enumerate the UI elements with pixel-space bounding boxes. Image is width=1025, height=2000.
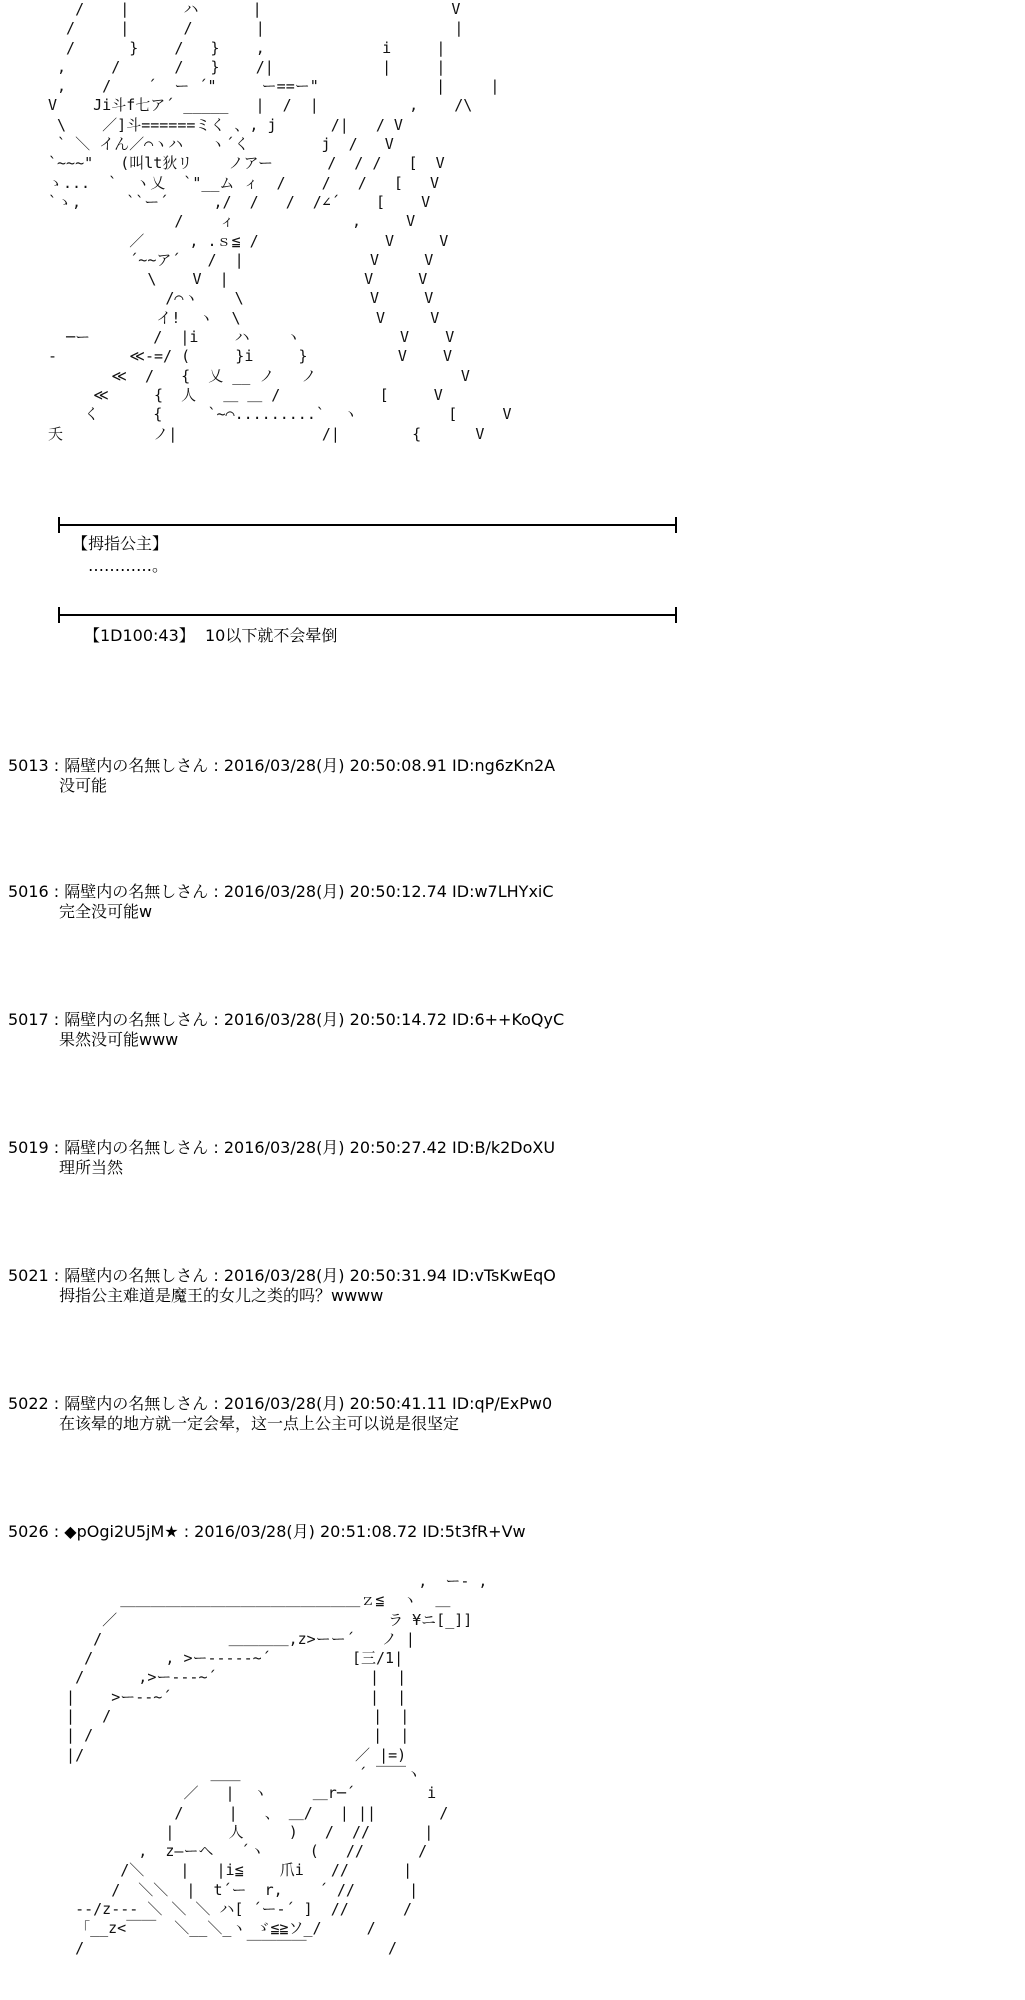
ascii-art-top: / | ハ | V / | / | | / } / } , i | , / / } /| | | , / ´ ー ´" ー==ー" | | V Ji斗f七ア´ _____ | / | , /\ \ ／]斗======ミく 、, j /| / V ` ＼ イん／⌒ヽハ ヽ´く j / V `~~~" (叫lt狄リ ノアー / / / [ V ゝ... ` ヽ乂 `"__ム ィ / / / [ V `ゝ, ``ー´ ,/ / / /∠´ [ V / ィ , V ／ , .ｓ≦ / V V ´~~ア´ / | V V \ V | V V /⌒ヽ \ V V イ! ヽ \ V V ─ー / |i ハ ヽ V V - ≪-=/ ( }i } V V ≪ / { 乂 __ ノ ノ V ≪ { 人 ＿ ＿ / [ V く { `~⌒.........` ヽ [ V 夭 ノ| /| { V — [48, 0, 512, 443]
post — [8, 1394, 1008, 1434]
post — [8, 1138, 1008, 1178]
post-header: 5021 : 隔壁内の名無しさん : 2016/03/28(月) 20:50:31.94 ID:vTsKwEqO — [8, 1266, 556, 1285]
dice-roll-result: 【1D100:43】 10以下就不会晕倒 — [84, 626, 338, 645]
post-body: 没可能 — [59, 776, 108, 795]
post-header: 5026 : ◆pOgi2U5jM★ : 2016/03/28(月) 20:51:08.72 ID:5t3fR+Vw — [8, 1522, 526, 1541]
post-body: 在该晕的地方就一定会晕，这一点上公主可以说是很坚定 — [59, 1414, 460, 1433]
post — [8, 756, 1008, 796]
post — [8, 882, 1008, 922]
post-body: 理所当然 — [59, 1158, 124, 1177]
post-header: 5017 : 隔壁内の名無しさん : 2016/03/28(月) 20:50:14.72 ID:6++KoQyC — [8, 1010, 565, 1029]
divider-rule — [60, 614, 675, 616]
post — [8, 1010, 1008, 1050]
post-header: 5016 : 隔壁内の名無しさん : 2016/03/28(月) 20:50:12.74 ID:w7LHYxiC — [8, 882, 554, 901]
post-body: 果然没可能www — [59, 1030, 179, 1049]
post — [8, 1266, 1008, 1306]
speech-line: …………。 — [88, 556, 169, 575]
post-body: 完全没可能w — [59, 902, 153, 921]
post-header: 5022 : 隔壁内の名無しさん : 2016/03/28(月) 20:50:41.11 ID:qP/ExPw0 — [8, 1394, 553, 1413]
post-header: 5013 : 隔壁内の名無しさん : 2016/03/28(月) 20:50:08.91 ID:ng6zKn2A — [8, 756, 556, 775]
ascii-art-bottom: , ー- , ＿＿＿＿＿＿＿＿＿＿＿＿＿＿＿＿ｚ≦ ヽ ＿ ／ ラ ¥ニ[_]] / ＿＿＿＿,z>ーー´ ノ | / , >ー-‐‐‐‐~´ [三/1| / ,>ー-‐‐~´ | | | >ー-‐~´ | | | / | | | / | | |/ ／ |=) ＿＿ ´ ￣￣ヽ ／ | ヽ ＿r─´ i / | 、 ＿/ | || / | 人 ) / // | , z―ーヘ ´ヽ ( // / /＼ | |i≦ 爪i // | / ＼＼ | t´ー r, ´ // | --/z--- ＼ ＼ ＼ ハ[ ´ー-´ ] // / 「__z<￣￣ ＼__＼_ヽ ゞ≦≧ソ_/ / / ￣￣￣￣ / — [66, 1572, 488, 1957]
post-header: 5019 : 隔壁内の名無しさん : 2016/03/28(月) 20:50:27.42 ID:B/k2DoXU — [8, 1138, 556, 1157]
post — [8, 1522, 1008, 1542]
divider-rule — [60, 524, 675, 526]
post-body: 拇指公主难道是魔王的女儿之类的吗？wwww — [59, 1286, 384, 1305]
speaker-name: 【拇指公主】 — [72, 534, 169, 553]
